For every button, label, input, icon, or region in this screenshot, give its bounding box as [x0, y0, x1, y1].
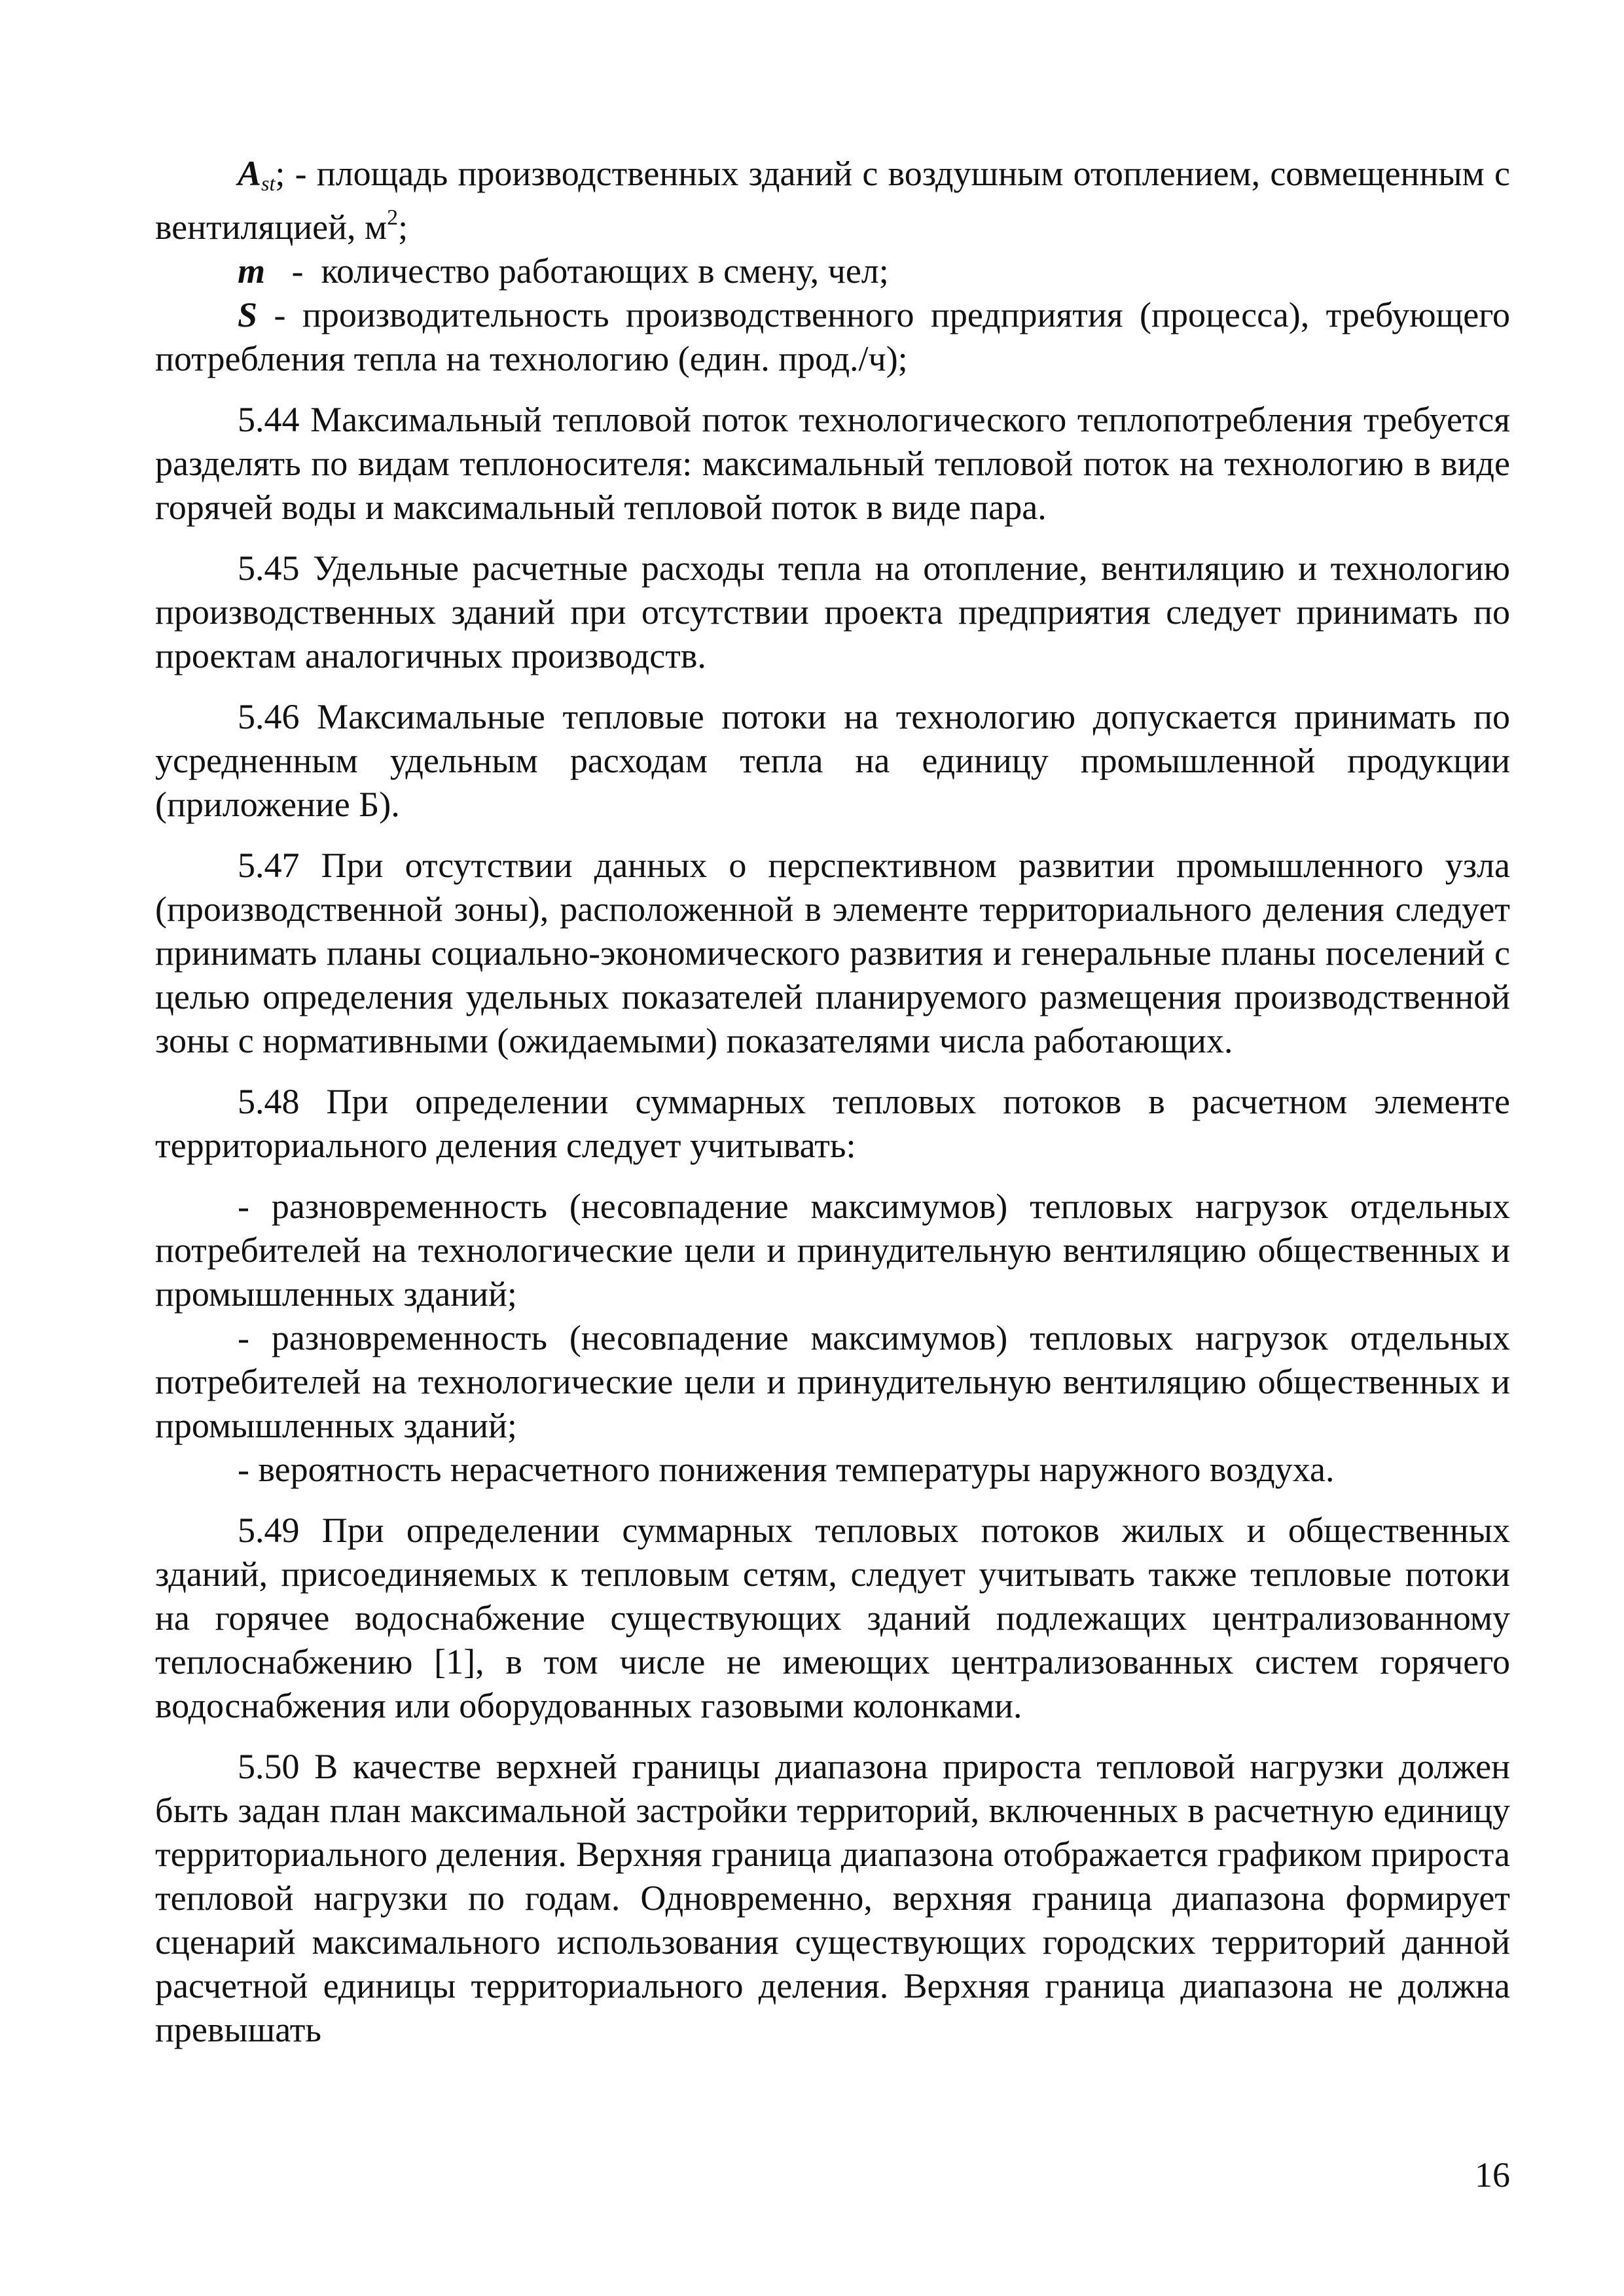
paragraph-5-50: 5.50 В качестве верхней границы диапазона прироста тепловой нагрузки должен быть задан план максимальной застройки территорий, включенных в расчетную единицу территориального деления. Верхняя граница диапазона отображается графиком прироста тепловой нагрузки по годам. Одновременно, верхняя граница диапазона формирует сценарий максимального использования существующих городских территорий данной расчетной единицы территориального деления. Верхняя граница диапазона не должна превышать	[155, 1747, 1510, 2049]
paragraph-5-46: 5.46 Максимальные тепловые потоки на технологию допускается принимать по усредненным удельным расходам тепла на единицу промышленной продукции (приложение Б).	[155, 697, 1510, 824]
symbol-a-subscript: st	[261, 171, 276, 195]
page-body	[155, 152, 1510, 2052]
symbol-a: A	[238, 154, 262, 193]
paragraph-5-47: 5.47 При отсутствии данных о перспективном развитии промышленного узла (производственной зоны), расположенной в элементе территориального деления следует принимать планы социально-экономического развития и генеральные планы поселений с целью определения удельных показателей планируемого размещения производственной зоны с нормативными (ожидаемыми) показателями числа работающих.	[155, 846, 1510, 1060]
definition-ast-end: ;	[398, 207, 408, 247]
symbol-definitions	[155, 152, 1510, 381]
list-item: - вероятность нерасчетного понижения температуры наружного воздуха.	[238, 1450, 1335, 1489]
definition-m	[155, 249, 1510, 293]
definition-ast	[155, 152, 1510, 249]
paragraph-5-48: 5.48 При определении суммарных тепловых потоков в расчетном элементе территориального деления следует учитывать:	[155, 1082, 1510, 1165]
paragraph-5-44: 5.44 Максимальный тепловой поток технологического теплопотребления требуется разделять по видам теплоносителя: максимальный тепловой поток на технологию в виде горячей воды и максимальный тепловой поток в виде пара.	[155, 400, 1510, 527]
definition-s	[155, 293, 1510, 381]
page-number: 16	[1475, 2155, 1510, 2195]
paragraph-5-45: 5.45 Удельные расчетные расходы тепла на отопление, вентиляцию и технологию производственных зданий при отсутствии проекта предприятия следует принимать по проектам аналогичных производств.	[155, 548, 1510, 675]
definition-ast-text: ; - площадь производственных зданий с воздушным отоплением, совмещенным с вентиляцией, м	[155, 154, 1510, 247]
unit-superscript: 2	[387, 206, 399, 230]
paragraph-5-49: 5.49 При определении суммарных тепловых потоков жилых и общественных зданий, присоединяемых к тепловым сетям, следует учитывать также тепловые потоки на горячее водоснабжение существующих зданий подлежащих централизованному теплоснабжению [1], в том числе не имеющих централизованных систем горячего водоснабжения или оборудованных газовыми колонками.	[155, 1511, 1510, 1725]
symbol-s: S	[238, 295, 258, 334]
list-5-48	[155, 1185, 1510, 1492]
definition-s-text: - производительность производственного предприятия (процесса), требующего потребления тепла на технологию (един. прод./ч);	[155, 295, 1510, 378]
list-item: - разновременность (несовпадение максимумов) тепловых нагрузок отдельных потребителей на технологические цели и принудительную вентиляцию общественных и промышленных зданий;	[155, 1187, 1510, 1314]
definition-m-text: - количество работающих в смену, чел;	[265, 251, 889, 291]
symbol-m: m	[238, 251, 266, 291]
list-item: - разновременность (несовпадение максимумов) тепловых нагрузок отдельных потребителей на технологические цели и принудительную вентиляцию общественных и промышленных зданий;	[155, 1318, 1510, 1445]
